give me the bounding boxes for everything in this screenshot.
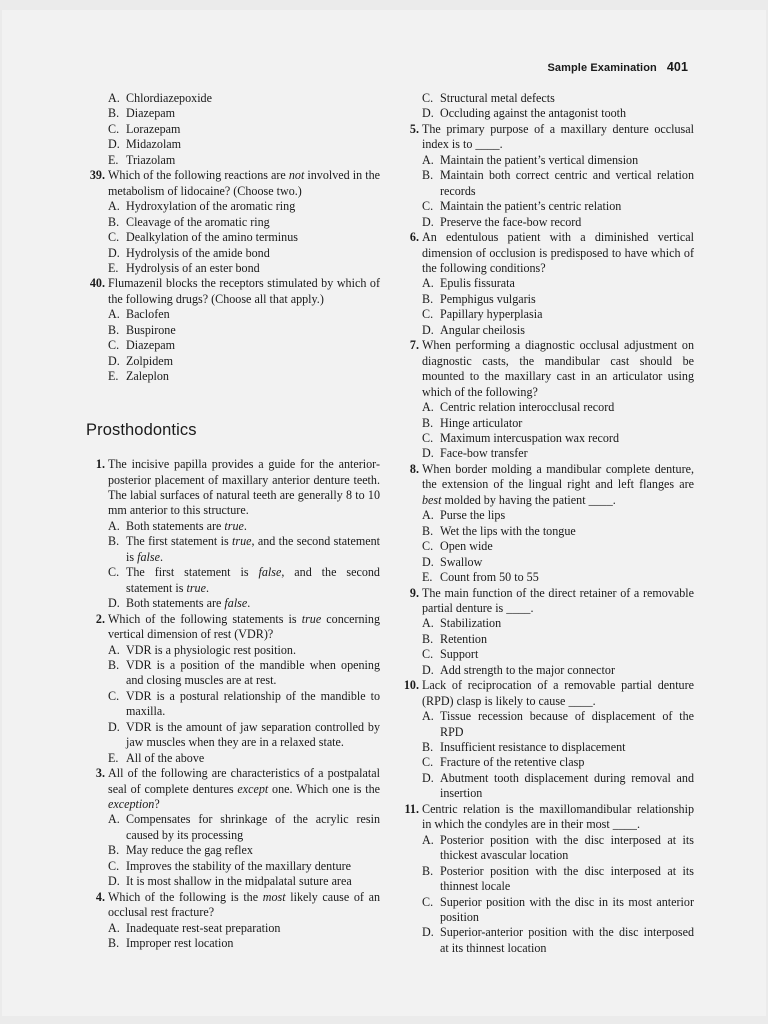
option-letter: C. [422,894,434,909]
header-title: Sample Examination [547,62,657,74]
option [86,534,380,565]
option [400,431,694,446]
stem-text: Lack of reciprocation of a removable partial denture (RPD) clasp is likely to cause ____. [422,678,694,708]
question-stem [400,678,694,709]
option-text: All of the above [126,750,205,765]
option-letter: E. [108,152,119,167]
stem-emphasis: true [301,611,322,626]
stem-text: molded by having the patient ____. [441,492,616,507]
option [400,307,694,322]
option-text: Angular cheilosis [440,322,525,337]
option-letter: B. [108,534,120,549]
option [400,400,694,415]
question-39 [86,168,380,276]
stem-text: involved in the metabolism of lidocaine? (Choose two.) [108,168,380,198]
option-letter: D. [108,137,120,152]
option-letter: A. [422,832,434,847]
option [400,616,694,631]
option-letter: A. [422,508,434,523]
option-text: Centric relation interocclusal record [440,400,615,415]
question-stem [400,338,694,400]
question-number: 7. [409,338,419,353]
option-letter: E. [108,750,119,765]
stem-text: ? [154,797,160,812]
option-text: Support [440,647,479,662]
option-letter: B. [422,523,434,538]
question-5 [400,122,694,230]
option-text: Open wide [440,539,493,554]
page [2,10,766,1016]
stem-emphasis: most [262,889,286,904]
question-stem [400,586,694,617]
question-9 [400,586,694,679]
option-letter: C. [422,199,434,214]
option-letter: C. [422,91,434,105]
option [400,647,694,662]
option [400,740,694,755]
option-text: Triazolam [126,152,176,167]
option [86,812,380,843]
option-text: Tissue recession because of displacement of the RPD [440,709,694,739]
option-emphasis: true [186,580,206,595]
option-text: Abutment tooth displacement during removal and insertion [440,770,694,801]
option-text: VDR is a physiologic rest position. [126,642,296,657]
option-letter: C. [108,230,120,245]
option [86,936,380,951]
option [86,199,380,214]
option-letter: D. [108,874,120,889]
option [86,122,380,137]
option-letter: B. [108,214,120,229]
option-letter: E. [108,369,119,384]
question-stem [86,276,380,307]
option [86,751,380,766]
option [400,199,694,214]
option-text: Purse the lips [440,508,506,523]
stem-text: The main function of the direct retainer of a removable partial denture is ____. [422,585,694,615]
option-letter: D. [422,662,434,677]
question-stem [86,168,380,199]
option-emphasis: false [258,565,282,580]
question-40 [86,276,380,384]
option-text: Diazepam [126,338,176,353]
option-text: Midazolam [126,137,182,152]
right-column [400,91,694,956]
option-text: Cleavage of the aromatic ring [126,214,270,229]
question-number: 4. [95,889,105,904]
option [400,833,694,864]
option-letter: A. [108,199,120,214]
option-letter: C. [108,688,120,703]
option-letter: D. [108,719,120,734]
option [400,755,694,770]
option [86,689,380,720]
question-11 [400,802,694,957]
stem-emphasis: except [237,781,269,796]
option [86,323,380,338]
question-stem [86,766,380,812]
option-letter: A. [422,276,434,291]
option-text: Chlordiazepoxide [126,91,212,105]
option-text: Baclofen [126,307,170,322]
question-stem [86,890,380,921]
option-emphasis: false [137,549,160,564]
option-letter: B. [422,168,434,183]
option-text: Maintain the patient’s centric relation [440,199,622,214]
option-text: Preserve the face-bow record [440,214,582,229]
question-number: 5. [409,121,419,136]
question-number: 3. [95,766,105,781]
option-text: It is most shallow in the midpalatal suture area [126,874,352,889]
question-6 [400,230,694,338]
question-stem [400,462,694,508]
option-text: , and the second statement is [126,534,380,564]
option [86,519,380,534]
option [86,106,380,121]
option [86,230,380,245]
option-text: Count from 50 to 55 [440,570,539,585]
option-text: . [159,549,163,564]
option-text: Epulis fissurata [440,276,515,291]
question-number: 39. [89,168,105,183]
option-letter: B. [108,106,120,121]
option-letter: C. [422,539,434,554]
option-letter: A. [108,920,120,935]
option-letter: C. [422,755,434,770]
option-emphasis: false [224,596,248,611]
option-letter: E. [108,260,119,275]
option-text: Retention [440,631,488,646]
stem-text: When performing a diagnostic occlusal adjustment on diagnostic casts, the mandibular cast should be mounted to the maxillary cast in an articulator using which of the following? [422,338,694,399]
option-text: Pemphigus vulgaris [440,291,536,306]
stem-text: All of the following are characteristics of a postpalatal seal of complete dentures [108,766,380,796]
option-text: Fracture of the retentive clasp [440,755,585,770]
option-text: Structural metal defects [440,91,555,105]
option-text: Posterior position with the disc interposed at its thinnest locale [440,863,694,894]
option-letter: D. [422,554,434,569]
option-text: Inadequate rest-seat preparation [126,920,281,935]
option [400,91,694,106]
option-text: Wet the lips with the tongue [440,523,576,538]
stem-text: When border molding a mandibular complete denture, the extension of the lingual right and left flanges are [422,461,694,492]
option-text: Buspirone [126,322,176,337]
option-letter: B. [108,936,120,951]
stem-text: Flumazenil blocks the receptors stimulated by which of the following drugs? (Choose all that apply.) [108,276,380,306]
stem-text: An edentulous patient with a diminished vertical dimension of occlusion is predisposed to have which of the following conditions? [422,230,694,275]
stem-text: one. Which one is the [268,781,380,796]
option [86,137,380,152]
option-letter: A. [108,518,120,533]
option-text: VDR is the amount of jaw separation controlled by jaw muscles when they are in a relaxed state. [126,719,380,750]
stem-text: The incisive papilla provides a guide for the anterior-posterior placement of maxillary anterior denture teeth. The labial surfaces of natural teeth are generally 8 to 10 mm anterior to this structure. [108,457,380,518]
option [86,91,380,106]
stem-text: likely cause of an occlusal rest fracture? [108,889,380,920]
option-text: Maintain both correct centric and vertical relation records [440,168,694,198]
option [400,106,694,121]
question-2 [86,612,380,767]
option [400,555,694,570]
option [86,921,380,936]
option [400,864,694,895]
option-text: . [247,596,251,611]
option [86,369,380,384]
option-text: Maximum intercuspation wax record [440,430,620,445]
option-emphasis: true [232,534,252,549]
stem-emphasis: not [288,168,305,183]
option [86,261,380,276]
option-letter: A. [422,709,434,724]
option-emphasis: true [224,518,244,533]
option-text: Superior-anterior position with the disc interposed at its thinnest location [440,925,694,955]
option [400,446,694,461]
option-text: Superior position with the disc in its most anterior position [440,894,694,925]
question-number: 10. [403,678,419,693]
option-text: Both statements are [126,596,225,611]
option-letter: A. [108,307,120,322]
option-text: VDR is a position of the mandible when opening and closing muscles are at rest. [126,657,380,688]
question-number: 11. [404,801,419,816]
option-letter: D. [108,245,120,260]
running-header [547,60,688,74]
option-letter: C. [422,647,434,662]
option-letter: A. [108,91,120,105]
option-letter: B. [108,322,120,337]
option-letter: D. [422,925,434,940]
question-number: 6. [409,230,419,245]
option [86,153,380,168]
option-text: Papillary hyperplasia [440,307,543,322]
option-letter: D. [422,106,434,121]
stem-text: The primary purpose of a maxillary denture occlusal index is to ____. [422,121,694,152]
question-stem [86,612,380,643]
question-number: 2. [95,611,105,626]
question-38-options [86,91,380,168]
option-text: Occluding against the antagonist tooth [440,106,627,121]
stem-text: Which of the following is the [108,889,263,904]
option-letter: D. [108,596,120,611]
option-text: Hydrolysis of an ester bond [126,260,260,275]
question-stem [86,457,380,519]
stem-text: concerning vertical dimension of rest (VDR)? [108,611,381,642]
option [86,565,380,596]
option [400,215,694,230]
question-number: 1. [95,457,105,472]
option [400,895,694,926]
option [400,276,694,291]
option-text: Hydrolysis of the amide bond [126,245,270,260]
option [400,153,694,168]
option-text: May reduce the gag reflex [126,843,253,858]
stem-emphasis: exception [108,797,155,812]
option-letter: B. [422,863,434,878]
option-letter: B. [422,740,434,755]
question-10 [400,678,694,802]
option-letter: D. [422,214,434,229]
option [400,416,694,431]
option-text: The first statement is [126,565,259,580]
option-letter: A. [422,616,434,631]
option [86,215,380,230]
option [400,632,694,647]
option-text: Maintain the patient’s vertical dimension [440,152,639,167]
option-text: Lorazepam [126,121,181,136]
option-text: Insufficient resistance to displacement [440,740,626,755]
option [400,925,694,956]
option [86,843,380,858]
option [400,771,694,802]
option [86,720,380,751]
option [400,524,694,539]
option-letter: E. [422,570,433,585]
option-text: VDR is a postural relationship of the mandible to maxilla. [126,688,380,719]
option-text: , and the second statement is [126,565,380,595]
option-letter: B. [108,843,120,858]
option-text: . [243,518,247,533]
option-text: Face-bow transfer [440,446,528,461]
question-4 [86,890,380,952]
option [400,570,694,585]
option-letter: D. [422,322,434,337]
option [86,874,380,889]
option-text: Swallow [440,554,483,569]
option-letter: C. [108,338,120,353]
question-7 [400,338,694,462]
option-text: . [205,580,209,595]
question-number: 8. [409,461,419,476]
option-letter: D. [422,446,434,461]
option-letter: A. [422,152,434,167]
option [86,246,380,261]
stem-emphasis: best [422,492,442,507]
option-text: Add strength to the major connector [440,662,615,677]
option [400,663,694,678]
option-text: Zaleplon [126,369,169,384]
option [86,338,380,353]
question-stem [400,802,694,833]
option [400,508,694,523]
option-text: Improper rest location [126,936,234,951]
option [86,354,380,369]
option [86,643,380,658]
page-number: 401 [666,60,688,74]
section-title: Prosthodontics [86,420,197,439]
option [400,168,694,199]
option-text: Improves the stability of the maxillary denture [126,858,352,873]
option [400,292,694,307]
option [400,709,694,740]
stem-text: Which of the following reactions are [108,168,289,183]
option-text: Hydroxylation of the aromatic ring [126,199,296,214]
left-column [86,91,380,952]
option-text: Diazepam [126,106,176,121]
option-text: Dealkylation of the amino terminus [126,230,298,245]
option-letter: A. [108,642,120,657]
question-number: 40. [89,276,105,291]
option [86,307,380,322]
option-letter: C. [108,565,120,580]
option-text: Hinge articulator [440,415,523,430]
option [86,658,380,689]
option-letter: C. [422,430,434,445]
question-stem [400,122,694,153]
option-letter: B. [422,415,434,430]
option-letter: D. [108,353,120,368]
option-text: Both statements are [126,518,225,533]
question-number: 9. [409,585,419,600]
option-text: Posterior position with the disc interposed at its thickest avascular location [440,832,694,863]
option [86,859,380,874]
stem-text: Which of the following statements is [108,611,302,626]
option [400,539,694,554]
question-1 [86,457,380,612]
option-text: The first statement is [126,534,233,549]
option-letter: B. [422,291,434,306]
option [86,596,380,611]
stem-text: Centric relation is the maxillomandibular relationship in which the condyles are in their most ____. [422,801,694,832]
option-text: Zolpidem [126,353,174,368]
option-letter: B. [422,631,434,646]
question-3 [86,766,380,890]
question-stem [400,230,694,276]
question-8 [400,462,694,586]
option-text: Stabilization [440,616,502,631]
option-letter: D. [422,770,434,785]
option-letter: C. [108,121,120,136]
option-letter: A. [422,400,434,415]
option-text: Compensates for shrinkage of the acrylic resin caused by its processing [126,812,380,842]
option-letter: C. [108,858,120,873]
option-letter: B. [108,657,120,672]
option [400,323,694,338]
option-letter: A. [108,812,120,827]
option-letter: C. [422,307,434,322]
question-4-continued [400,91,694,122]
